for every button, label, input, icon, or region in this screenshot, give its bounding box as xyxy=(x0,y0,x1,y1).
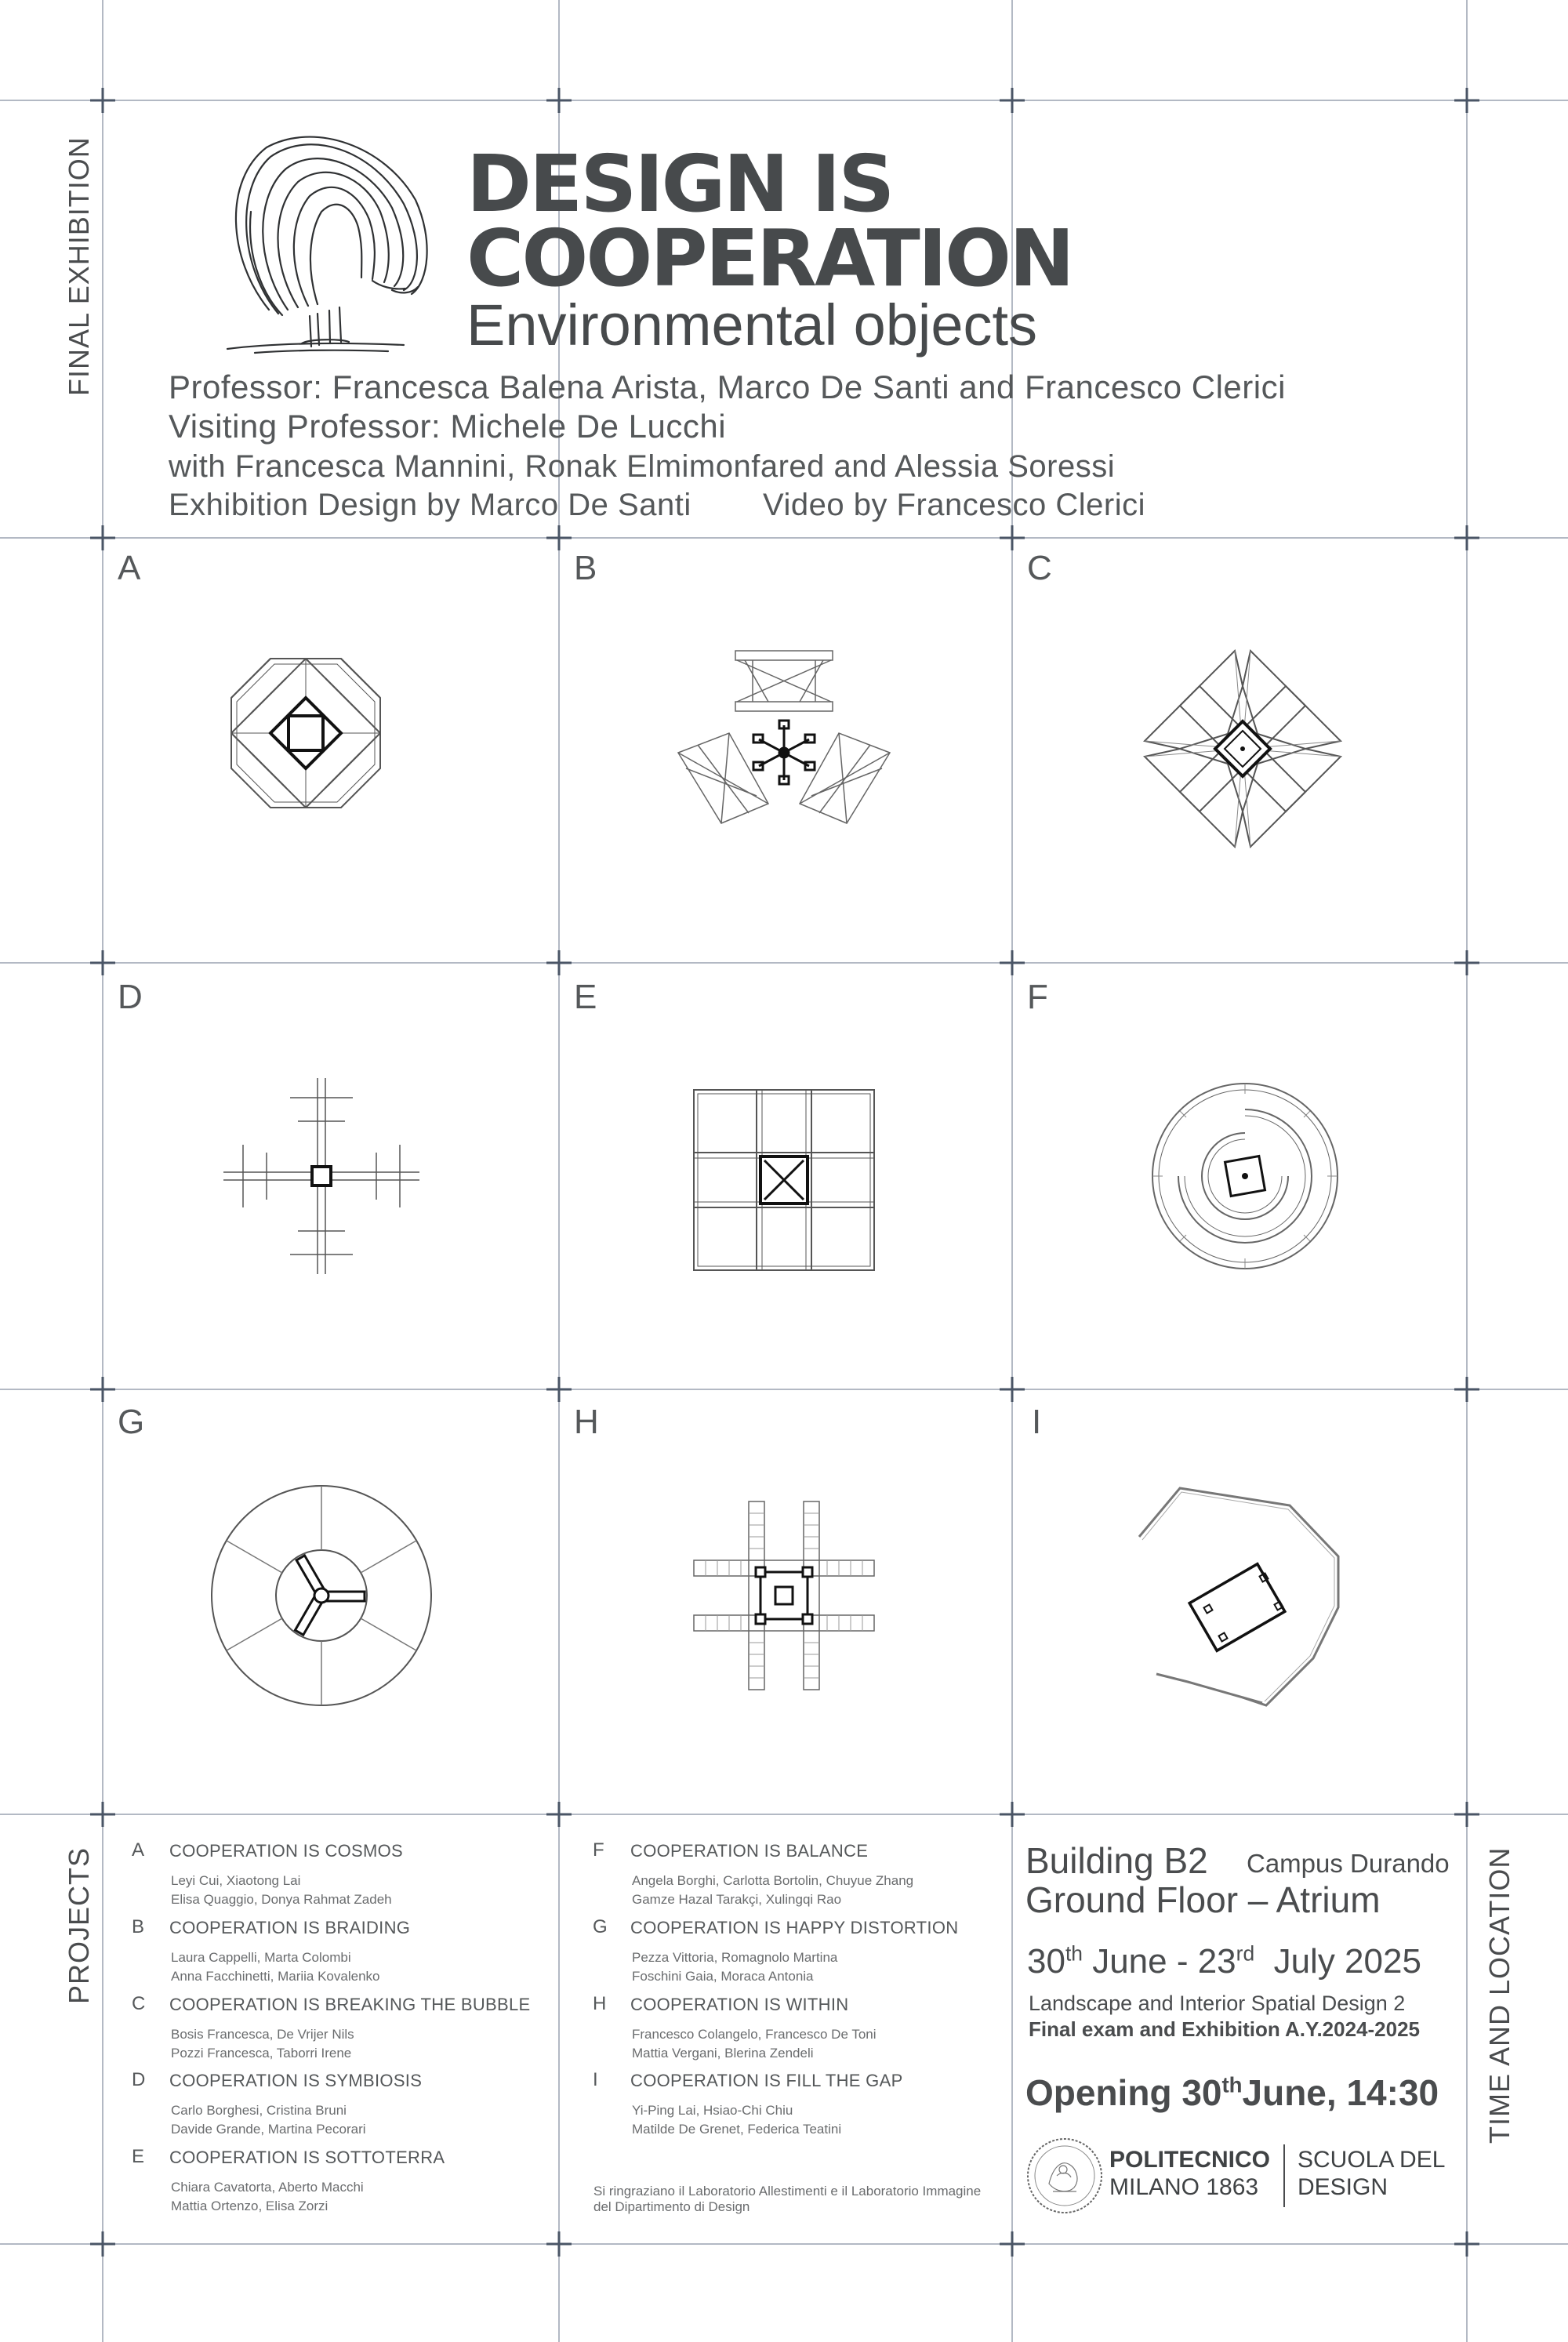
project-letter: F xyxy=(593,1839,604,1861)
cell-letter-c: C xyxy=(1027,549,1052,587)
cell-letter-i: I xyxy=(1032,1403,1042,1441)
cell-letter-d: D xyxy=(118,978,143,1016)
plan-g-drawing xyxy=(208,1482,435,1709)
plan-b-drawing xyxy=(674,647,894,827)
project-team-line-2: Anna Facchinetti, Mariia Kovalenko xyxy=(171,1969,380,1984)
project-letter: G xyxy=(593,1916,608,1937)
acknowledgements: Si ringraziano il Laboratorio Allestimenti e il Laboratorio Immagine del Dipartimento di Design xyxy=(593,2184,982,2214)
polimi-name-line2: MILANO 1863 xyxy=(1109,2174,1259,2200)
credit-with: with Francesca Mannini, Ronak Elmimonfared and Alessia Soressi xyxy=(169,449,1116,484)
project-team-line-1: Yi-Ping Lai, Hsiao-Chi Chiu xyxy=(632,2103,793,2118)
opening-post: June, 14:30 xyxy=(1242,2072,1439,2113)
date-end: July 2025 xyxy=(1254,1942,1421,1981)
plan-h-drawing xyxy=(690,1498,878,1694)
cell-letter-h: H xyxy=(574,1403,599,1441)
project-team-line-1: Leyi Cui, Xiaotong Lai xyxy=(171,1873,301,1888)
credit-professors: Professor: Francesca Balena Arista, Marco De Santi and Francesco Clerici xyxy=(169,369,1286,405)
cell-letter-b: B xyxy=(574,549,597,587)
location-campus: Campus Durando xyxy=(1247,1849,1450,1878)
scuola-name-line2: DESIGN xyxy=(1298,2174,1388,2200)
plan-e-drawing xyxy=(690,1086,878,1274)
cell-letter-f: F xyxy=(1027,978,1048,1016)
project-team-line-1: Angela Borghi, Carlotta Bortolin, Chuyue Zhang xyxy=(632,1873,914,1888)
plan-i-drawing xyxy=(1133,1482,1348,1709)
side-label-final-exhibition: FINAL EXHIBITION xyxy=(63,136,95,396)
project-team-line-2: Davide Grande, Martina Pecorari xyxy=(171,2122,366,2137)
polimi-name-line1: POLITECNICO xyxy=(1109,2147,1271,2173)
project-title: COOPERATION IS HAPPY DISTORTION xyxy=(630,1918,959,1937)
project-letter: H xyxy=(593,1993,607,2014)
project-letter: E xyxy=(132,2146,145,2167)
project-title: COOPERATION IS SOTTOTERRA xyxy=(169,2148,445,2167)
subtitle: Environmental objects xyxy=(466,292,1038,358)
project-letter: I xyxy=(593,2069,598,2090)
plan-a-drawing xyxy=(227,655,384,812)
location-building: Building B2 xyxy=(1025,1840,1208,1881)
sketch-illustration xyxy=(223,133,435,361)
project-letter: A xyxy=(132,1839,145,1861)
project-team-line-1: Carlo Borghesi, Cristina Bruni xyxy=(171,2103,347,2118)
project-team-line-2: Foschini Gaia, Moraca Antonia xyxy=(632,1969,814,1984)
date-start-day: 30 xyxy=(1027,1942,1065,1981)
logo-divider xyxy=(1283,2144,1285,2207)
cell-letter-a: A xyxy=(118,549,141,587)
polimi-seal-icon xyxy=(1025,2137,1104,2215)
project-title: COOPERATION IS WITHIN xyxy=(630,1995,849,2014)
exhibition-dates xyxy=(1027,1941,1421,1981)
date-start-suffix: th xyxy=(1065,1941,1083,1966)
title-line-1: DESIGN IS xyxy=(466,138,893,230)
side-label-projects: PROJECTS xyxy=(63,1846,95,2004)
project-title: COOPERATION IS BALANCE xyxy=(630,1841,869,1861)
project-title: COOPERATION IS SYMBIOSIS xyxy=(169,2071,423,2090)
project-team-line-2: Gamze Hazal Tarakçi, Xulingqi Rao xyxy=(632,1892,842,1907)
project-letter: B xyxy=(132,1916,145,1937)
cell-letter-e: E xyxy=(574,978,597,1016)
project-letter: C xyxy=(132,1993,146,2014)
project-title: COOPERATION IS BREAKING THE BUBBLE xyxy=(169,1995,531,2014)
project-team-line-1: Francesco Colangelo, Francesco De Toni xyxy=(632,2027,877,2042)
project-letter: D xyxy=(132,2069,146,2090)
credit-video: Video by Francesco Clerici xyxy=(763,488,1146,522)
project-title: COOPERATION IS BRAIDING xyxy=(169,1918,411,1937)
project-team-line-1: Bosis Francesca, De Vrijer Nils xyxy=(171,2027,354,2042)
opening-info xyxy=(1025,2072,1439,2113)
course-name: Landscape and Interior Spatial Design 2 xyxy=(1029,1992,1406,2015)
date-end-suffix: rd xyxy=(1236,1941,1255,1966)
credit-exhibition-design: Exhibition Design by Marco De Santi xyxy=(169,488,691,522)
opening-pre: Opening 30 xyxy=(1025,2072,1222,2113)
project-team-line-2: Elisa Quaggio, Donya Rahmat Zadeh xyxy=(171,1892,392,1907)
plan-f-drawing xyxy=(1147,1078,1343,1274)
project-title: COOPERATION IS COSMOS xyxy=(169,1841,404,1861)
title-line-2: COOPERATION xyxy=(466,212,1073,304)
plan-d-drawing xyxy=(220,1074,423,1278)
plan-c-drawing xyxy=(1137,643,1348,855)
project-title: COOPERATION IS FILL THE GAP xyxy=(630,2071,903,2090)
opening-suffix: th xyxy=(1221,2072,1243,2097)
cell-letter-g: G xyxy=(118,1403,145,1441)
project-team-line-1: Laura Cappelli, Marta Colombi xyxy=(171,1950,351,1965)
location-floor: Ground Floor – Atrium xyxy=(1025,1879,1381,1920)
project-team-line-1: Pezza Vittoria, Romagnolo Martina xyxy=(632,1950,838,1965)
side-label-time-location: TIME AND LOCATION xyxy=(1483,1846,1515,2144)
project-team-line-1: Chiara Cavatorta, Aberto Macchi xyxy=(171,2180,364,2195)
scuola-name-line1: SCUOLA DEL xyxy=(1298,2147,1446,2173)
project-team-line-2: Matilde De Grenet, Federica Teatini xyxy=(632,2122,842,2137)
project-team-line-2: Pozzi Francesca, Taborri Irene xyxy=(171,2046,352,2061)
project-team-line-2: Mattia Vergani, Blerina Zendeli xyxy=(632,2046,814,2061)
credit-visiting-professor: Visiting Professor: Michele De Lucchi xyxy=(169,408,727,445)
exam-info: Final exam and Exhibition A.Y.2024-2025 xyxy=(1029,2017,1421,2041)
date-middle: June - 23 xyxy=(1082,1942,1236,1981)
project-team-line-2: Mattia Ortenzo, Elisa Zorzi xyxy=(171,2199,328,2213)
